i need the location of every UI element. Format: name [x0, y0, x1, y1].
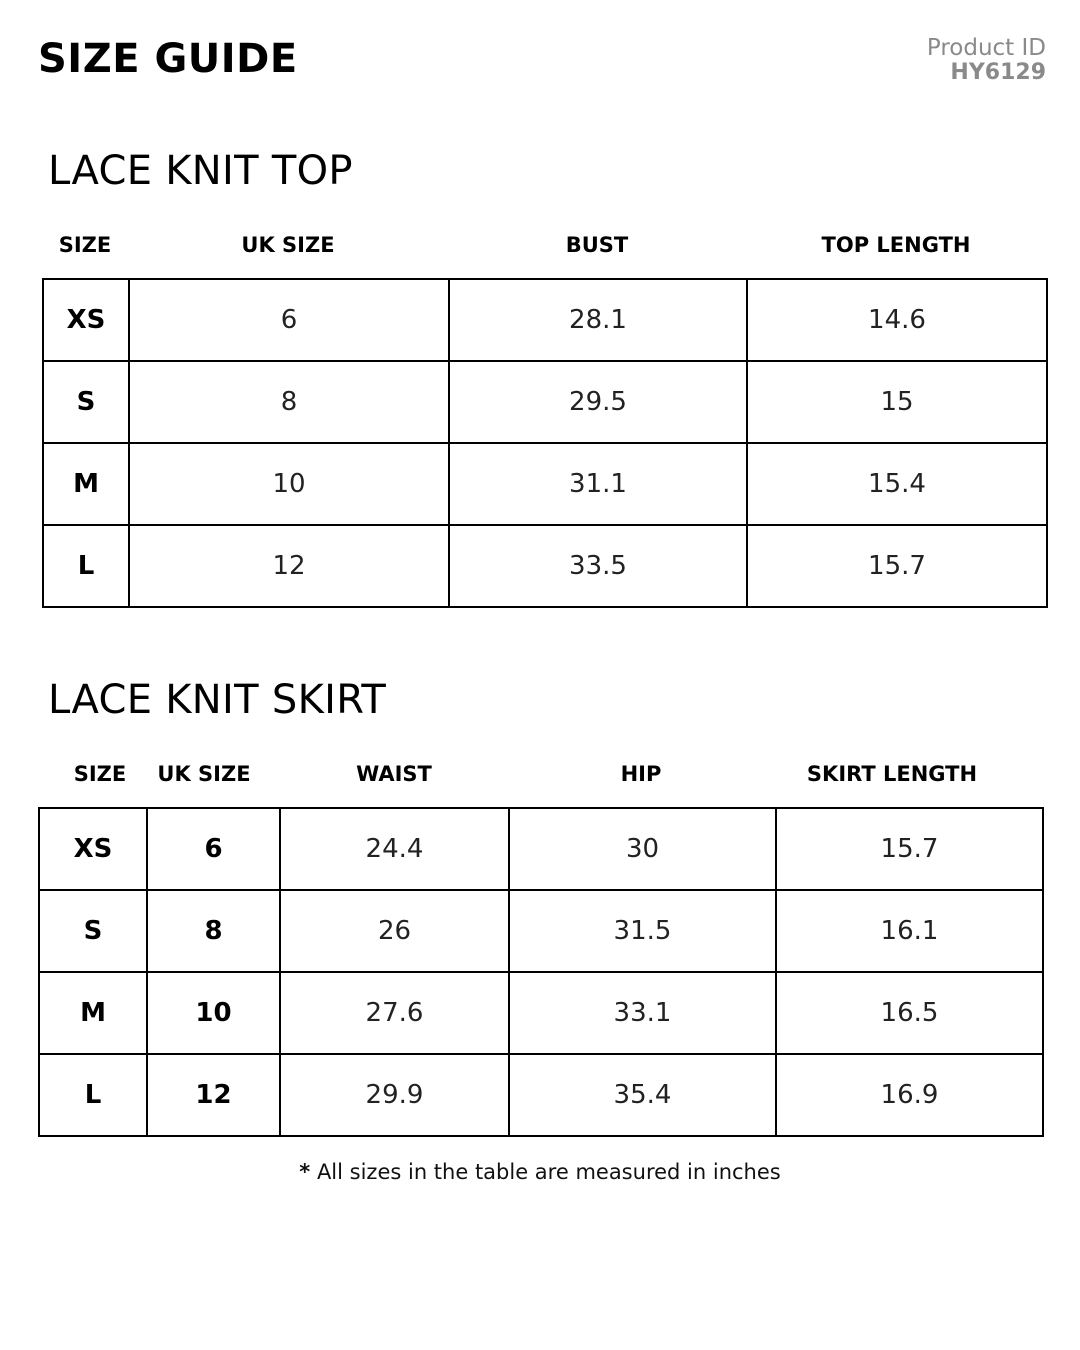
uk-size-cell: 10 [147, 972, 280, 1054]
size-cell: L [39, 1054, 147, 1136]
top-length-cell: 15.4 [747, 443, 1047, 525]
uk-size-cell: 10 [129, 443, 449, 525]
top-length-cell: 15 [747, 361, 1047, 443]
hip-cell: 35.4 [509, 1054, 776, 1136]
bust-cell: 31.1 [449, 443, 747, 525]
top-header-uk-size: UK SIZE [241, 233, 335, 257]
size-cell: M [39, 972, 147, 1054]
product-id-label: Product ID [926, 35, 1046, 61]
uk-size-cell: 8 [129, 361, 449, 443]
size-cell: S [43, 361, 129, 443]
waist-cell: 29.9 [280, 1054, 509, 1136]
table-row [39, 808, 1043, 890]
table-row [39, 1054, 1043, 1136]
bust-cell: 33.5 [449, 525, 747, 607]
waist-cell: 27.6 [280, 972, 509, 1054]
product-id [927, 36, 1046, 85]
uk-size-cell: 8 [147, 890, 280, 972]
footnote-text: All sizes in the table are measured in inches [310, 1160, 781, 1184]
product-id-value: HY6129 [950, 60, 1046, 86]
skirt-length-cell: 15.7 [776, 808, 1043, 890]
waist-cell: 24.4 [280, 808, 509, 890]
bust-cell: 29.5 [449, 361, 747, 443]
top-header-size: SIZE [58, 233, 112, 257]
top-header-top-length: TOP LENGTH [821, 233, 971, 257]
footnote-asterisk: * [299, 1160, 311, 1184]
bust-cell: 28.1 [449, 279, 747, 361]
size-cell: S [39, 890, 147, 972]
hip-cell: 30 [509, 808, 776, 890]
uk-size-cell: 12 [147, 1054, 280, 1136]
skirt-length-cell: 16.1 [776, 890, 1043, 972]
table-row [43, 525, 1047, 607]
table-row [43, 443, 1047, 525]
top-table-header [42, 225, 1046, 265]
top-length-cell: 15.7 [747, 525, 1047, 607]
skirt-length-cell: 16.9 [776, 1054, 1043, 1136]
hip-cell: 33.1 [509, 972, 776, 1054]
skirt-header-size: SIZE [73, 762, 127, 786]
skirt-header-waist: WAIST [356, 762, 432, 786]
skirt-header-hip: HIP [620, 762, 662, 786]
size-cell: L [43, 525, 129, 607]
skirt-size-table [38, 807, 1044, 1137]
measurement-footnote [0, 1160, 1080, 1184]
table-row [39, 972, 1043, 1054]
uk-size-cell: 6 [129, 279, 449, 361]
skirt-table-header [38, 754, 1042, 794]
skirt-section-title: LACE KNIT SKIRT [48, 677, 387, 723]
uk-size-cell: 12 [129, 525, 449, 607]
table-row [39, 890, 1043, 972]
top-header-bust: BUST [565, 233, 629, 257]
size-cell: M [43, 443, 129, 525]
skirt-length-cell: 16.5 [776, 972, 1043, 1054]
size-cell: XS [39, 808, 147, 890]
top-section-title: LACE KNIT TOP [48, 148, 353, 194]
page-title: SIZE GUIDE [38, 36, 298, 82]
table-row [43, 279, 1047, 361]
uk-size-cell: 6 [147, 808, 280, 890]
table-row [43, 361, 1047, 443]
hip-cell: 31.5 [509, 890, 776, 972]
size-cell: XS [43, 279, 129, 361]
skirt-header-skirt-length: SKIRT LENGTH [806, 762, 978, 786]
waist-cell: 26 [280, 890, 509, 972]
skirt-header-uk-size: UK SIZE [157, 762, 251, 786]
top-length-cell: 14.6 [747, 279, 1047, 361]
top-size-table [42, 278, 1048, 608]
